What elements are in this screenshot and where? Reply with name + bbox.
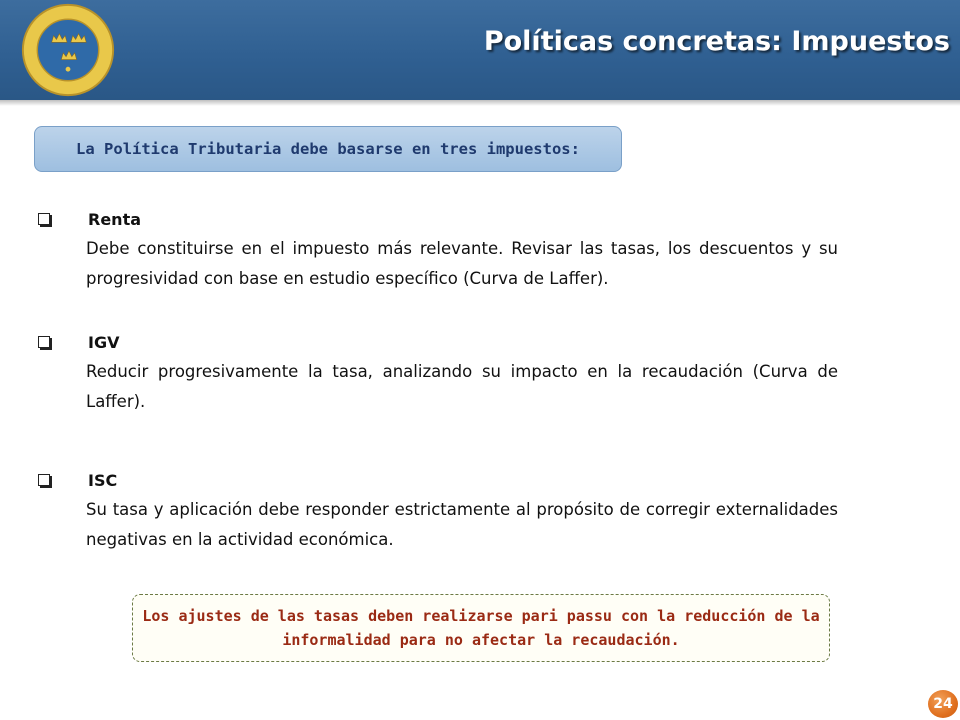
chamber-of-commerce-seal-icon: [20, 2, 116, 98]
tax-label: ISC: [88, 470, 118, 490]
tax-item-igv: [38, 329, 838, 417]
tax-description: Debe constituirse en el impuesto más relevante. Revisar las tasas, los descuentos y su progresividad con base en estudio específico (Curva de Laffer).: [86, 239, 838, 288]
tax-description: Reducir progresivamente la tasa, analizando su impacto en la recaudación (Curva de Laffer).: [86, 362, 838, 411]
header-bar: [0, 0, 960, 100]
tax-item-isc: [38, 467, 838, 555]
intro-banner: [34, 126, 622, 172]
checkbox-bullet-icon: [38, 336, 50, 348]
note-text: Los ajustes de las tasas deben realizarse pari passu con la reducción de la informalidad para no afectar la recaudación.: [142, 607, 820, 649]
tax-label: Renta: [88, 209, 142, 229]
intro-text: La Política Tributaria debe basarse en tres impuestos:: [76, 140, 580, 158]
page-title: Políticas concretas: Impuestos: [483, 26, 950, 57]
note-callout: [132, 594, 830, 662]
tax-label: IGV: [88, 332, 120, 352]
header-shadow: [0, 100, 960, 106]
tax-description: Su tasa y aplicación debe responder estrictamente al propósito de corregir externalidades negativas en la actividad económica.: [86, 500, 838, 549]
checkbox-bullet-icon: [38, 213, 50, 225]
tax-item-renta: [38, 206, 838, 294]
page-number-badge: 24: [928, 690, 958, 718]
checkbox-bullet-icon: [38, 474, 50, 486]
